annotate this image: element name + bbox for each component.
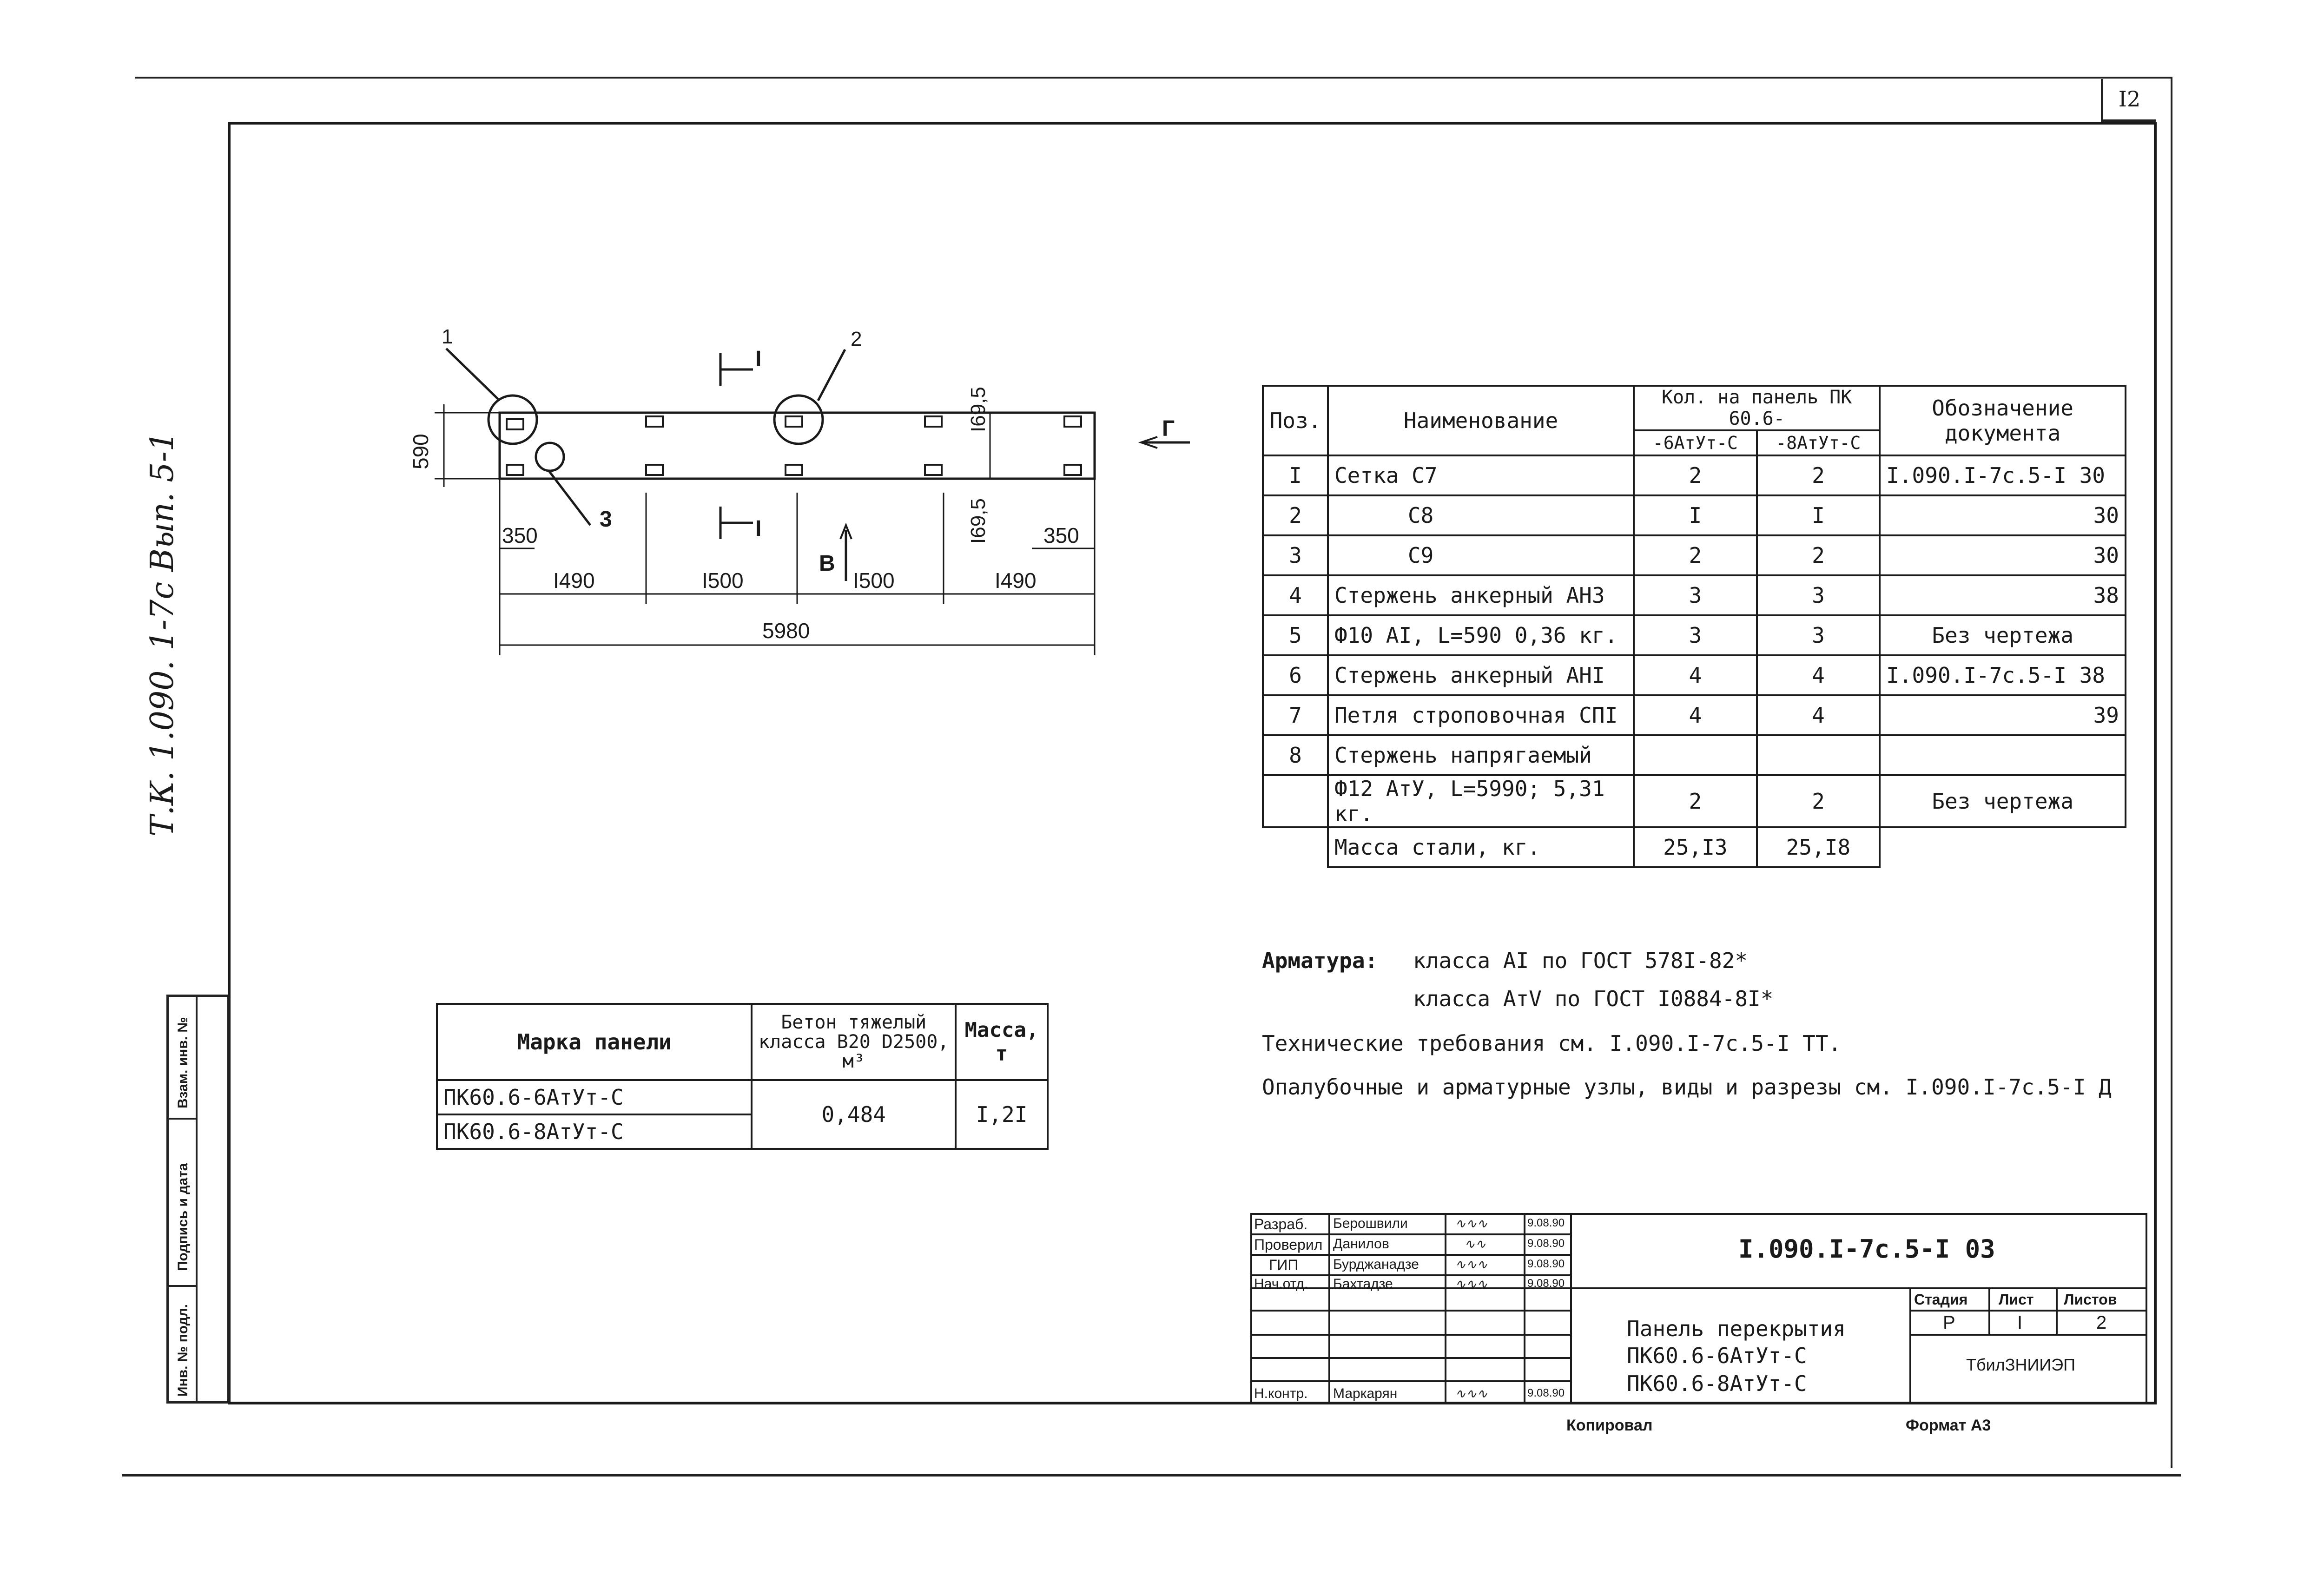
- dim-segment-4: I490: [995, 568, 1037, 593]
- archive-note: Т.К. 1.090. 1-7с Вып. 5-1: [144, 431, 181, 837]
- panel-mark: ПК60.6-6АтУт-С: [437, 1080, 752, 1114]
- spec-doc: 30: [1880, 495, 2126, 535]
- title-line-2: ПК60.6-6АтУт-С: [1627, 1343, 1807, 1368]
- dim-segment-1: I490: [553, 568, 595, 593]
- document-code: I.090.I-7с.5-I 03: [1738, 1234, 1995, 1264]
- spec-header-name: Наименование: [1328, 386, 1634, 455]
- tb-name: Берошвили: [1333, 1216, 1408, 1231]
- dim-segment-2: I500: [702, 568, 744, 593]
- spec-qty-a: 3: [1634, 575, 1757, 615]
- note-armatura: [1262, 948, 1378, 973]
- note-armatura-1: класса АI по ГОСТ 578I-82*: [1413, 948, 1748, 973]
- sheet-number: I2: [2101, 79, 2156, 122]
- dim-169-top: I69,5: [967, 387, 990, 432]
- title-line-3: ПК60.6-8АтУт-С: [1627, 1371, 1807, 1396]
- signature: ∿∿∿: [1455, 1386, 1488, 1401]
- spec-doc: 38: [1880, 575, 2126, 615]
- spec-doc: 39: [1880, 695, 2126, 735]
- spec-pos: I: [1263, 455, 1328, 495]
- spec-qty-b: 4: [1757, 655, 1880, 695]
- spec-qty-a: [1634, 735, 1757, 775]
- spec-name: Петля строповочная СПI: [1328, 695, 1634, 735]
- table-row: [1263, 775, 2126, 827]
- spec-header-pos: Поз.: [1263, 386, 1328, 455]
- note-armatura-2: класса АтV по ГОСТ I0884-8I*: [1413, 986, 1774, 1011]
- spec-name: Стержень анкерный АНI: [1328, 655, 1634, 695]
- view-g-label: Г: [1162, 416, 1175, 441]
- table-row: [1263, 575, 2126, 615]
- tb-role: ГИП: [1269, 1257, 1299, 1273]
- tb-role: Н.контр.: [1254, 1386, 1308, 1401]
- spec-pos: [1263, 775, 1328, 827]
- spec-qty-a: 3: [1634, 615, 1757, 655]
- spec-header-qty-a: -6АтУт-С: [1634, 430, 1757, 455]
- spec-pos: 6: [1263, 655, 1328, 695]
- spec-doc: 30: [1880, 535, 2126, 575]
- tb-sheets-header: Листов: [2064, 1291, 2117, 1308]
- tb-stage-header: Стадия: [1914, 1291, 1968, 1308]
- spec-name: Стержень напрягаемый: [1328, 735, 1634, 775]
- tb-date: 9.08.90: [1527, 1237, 1565, 1250]
- tb-role: Проверил: [1254, 1236, 1323, 1253]
- spec-qty-b: 2: [1757, 775, 1880, 827]
- spec-name: С9: [1328, 535, 1634, 575]
- dim-segment-3: I500: [853, 568, 895, 593]
- panel-header-mass: Масса, т: [956, 1004, 1048, 1080]
- dim-350-right: 350: [1043, 523, 1079, 547]
- callout-circle-3: [536, 443, 564, 471]
- spec-qty-b: 2: [1757, 535, 1880, 575]
- note-armatura-label: Арматура:: [1262, 948, 1378, 973]
- spec-pos: 5: [1263, 615, 1328, 655]
- tb-organization: ТбилЗНИИЭП: [1966, 1355, 2075, 1374]
- spec-doc: [1880, 735, 2126, 775]
- spec-doc: I.090.I-7с.5-I 30: [1880, 455, 2126, 495]
- spec-header-qty: Кол. на панель ПК 60.6-: [1634, 386, 1880, 430]
- table-row: [1263, 455, 2126, 495]
- tb-stage: Р: [1943, 1312, 1955, 1333]
- spec-qty-b: 3: [1757, 615, 1880, 655]
- side-stamp-replaces: Взам. инв. №: [175, 1017, 191, 1108]
- view-b-label: В: [819, 551, 835, 576]
- tb-name: Бахтадзе: [1333, 1276, 1393, 1292]
- tb-sheet-header: Лист: [1999, 1291, 2034, 1308]
- section-mark-bottom: I: [755, 516, 762, 541]
- table-row: [1263, 695, 2126, 735]
- spec-qty-a: I: [1634, 495, 1757, 535]
- tb-date: 9.08.90: [1527, 1277, 1565, 1290]
- tb-sheets: 2: [2096, 1312, 2107, 1333]
- spec-qty-a: 4: [1634, 655, 1757, 695]
- tb-name: Данилов: [1333, 1236, 1389, 1252]
- dim-350-left: 350: [502, 523, 538, 547]
- panel-mark: ПК60.6-8АтУт-С: [437, 1114, 752, 1149]
- tb-date: 9.08.90: [1527, 1258, 1565, 1270]
- spec-name: С8: [1328, 495, 1634, 535]
- signature: ∿∿: [1464, 1236, 1486, 1252]
- dim-width: 590: [409, 434, 433, 469]
- spec-qty-b: 4: [1757, 695, 1880, 735]
- spec-pos: 2: [1263, 495, 1328, 535]
- spec-qty-a: 2: [1634, 535, 1757, 575]
- panel-mass: I,2I: [956, 1080, 1048, 1149]
- table-row: [1263, 495, 2126, 535]
- spec-name: Ф10 АI, L=590 0,36 кг.: [1328, 615, 1634, 655]
- spec-table: [1262, 385, 2126, 868]
- spec-header-qty-b: -8АтУт-С: [1757, 430, 1880, 455]
- table-row-mass: [1263, 827, 2126, 867]
- note-nodes: Опалубочные и арматурные узлы, виды и разрезы см. I.090.I-7с.5-I Д: [1262, 1074, 2112, 1100]
- spec-header-doc: Обозначение документа: [1880, 386, 2126, 455]
- panel-header-concrete: Бетон тяжелый класса В20 D2500, м³: [752, 1004, 956, 1080]
- spec-qty-b: 3: [1757, 575, 1880, 615]
- spec-doc: Без чертежа: [1880, 775, 2126, 827]
- table-row: [1263, 615, 2126, 655]
- spec-pos: 3: [1263, 535, 1328, 575]
- side-stamp-inv: Инв. № подл.: [175, 1304, 191, 1397]
- spec-doc: I.090.I-7с.5-I 38: [1880, 655, 2126, 695]
- callout-label-2: 2: [851, 328, 862, 350]
- panel-table: [436, 1003, 1049, 1150]
- signature: ∿∿∿: [1455, 1216, 1488, 1231]
- spec-qty-a: 4: [1634, 695, 1757, 735]
- table-row: [1263, 535, 2126, 575]
- spec-mass-b: 25,I8: [1757, 827, 1880, 867]
- spec-qty-b: I: [1757, 495, 1880, 535]
- signature: ∿∿∿: [1455, 1276, 1488, 1292]
- spec-name: Сетка С7: [1328, 455, 1634, 495]
- table-row: [1263, 655, 2126, 695]
- callout-circle-2: [774, 396, 823, 444]
- footer-copied: Копировал: [1566, 1417, 1653, 1434]
- panel-header-mark: Марка панели: [437, 1004, 752, 1080]
- spec-qty-a: 2: [1634, 775, 1757, 827]
- spec-qty-a: 2: [1634, 455, 1757, 495]
- dim-total: 5980: [762, 619, 810, 643]
- panel-outline: [500, 413, 1095, 479]
- tb-role: Разраб.: [1254, 1216, 1308, 1233]
- spec-pos: 7: [1263, 695, 1328, 735]
- tb-role: Нач.отд.: [1254, 1276, 1308, 1292]
- spec-name: Ф12 АтУ, L=5990; 5,31 кг.: [1328, 775, 1634, 827]
- tb-date: 9.08.90: [1527, 1387, 1565, 1399]
- table-row: [437, 1080, 1048, 1114]
- section-mark-top: I: [755, 347, 762, 371]
- title-block: [1250, 1213, 2147, 1404]
- tb-name: Бурджанадзе: [1333, 1257, 1419, 1272]
- spec-mass-a: 25,I3: [1634, 827, 1757, 867]
- spec-qty-b: [1757, 735, 1880, 775]
- title-line-1: Панель перекрытия: [1627, 1316, 1846, 1341]
- footer-format: Формат А3: [1906, 1417, 1991, 1434]
- signature: ∿∿∿: [1455, 1257, 1488, 1272]
- panel-concrete: 0,484: [752, 1080, 956, 1149]
- tb-name: Маркарян: [1333, 1386, 1398, 1401]
- spec-pos: 8: [1263, 735, 1328, 775]
- spec-mass-label: Масса стали, кг.: [1328, 827, 1634, 867]
- tb-sheet: I: [2017, 1312, 2023, 1333]
- side-stamp-signature: Подпись и дата: [175, 1163, 191, 1271]
- spec-name: Стержень анкерный АН3: [1328, 575, 1634, 615]
- note-tech-requirements: Технические требования см. I.090.I-7с.5-I ТТ.: [1262, 1031, 1842, 1056]
- spec-doc: Без чертежа: [1880, 615, 2126, 655]
- callout-label-1: 1: [442, 325, 453, 348]
- table-row: [1263, 735, 2126, 775]
- dim-169-bottom: I69,5: [967, 498, 990, 544]
- spec-pos: 4: [1263, 575, 1328, 615]
- callout-label-3: 3: [600, 507, 612, 532]
- spec-qty-b: 2: [1757, 455, 1880, 495]
- tb-date: 9.08.90: [1527, 1217, 1565, 1229]
